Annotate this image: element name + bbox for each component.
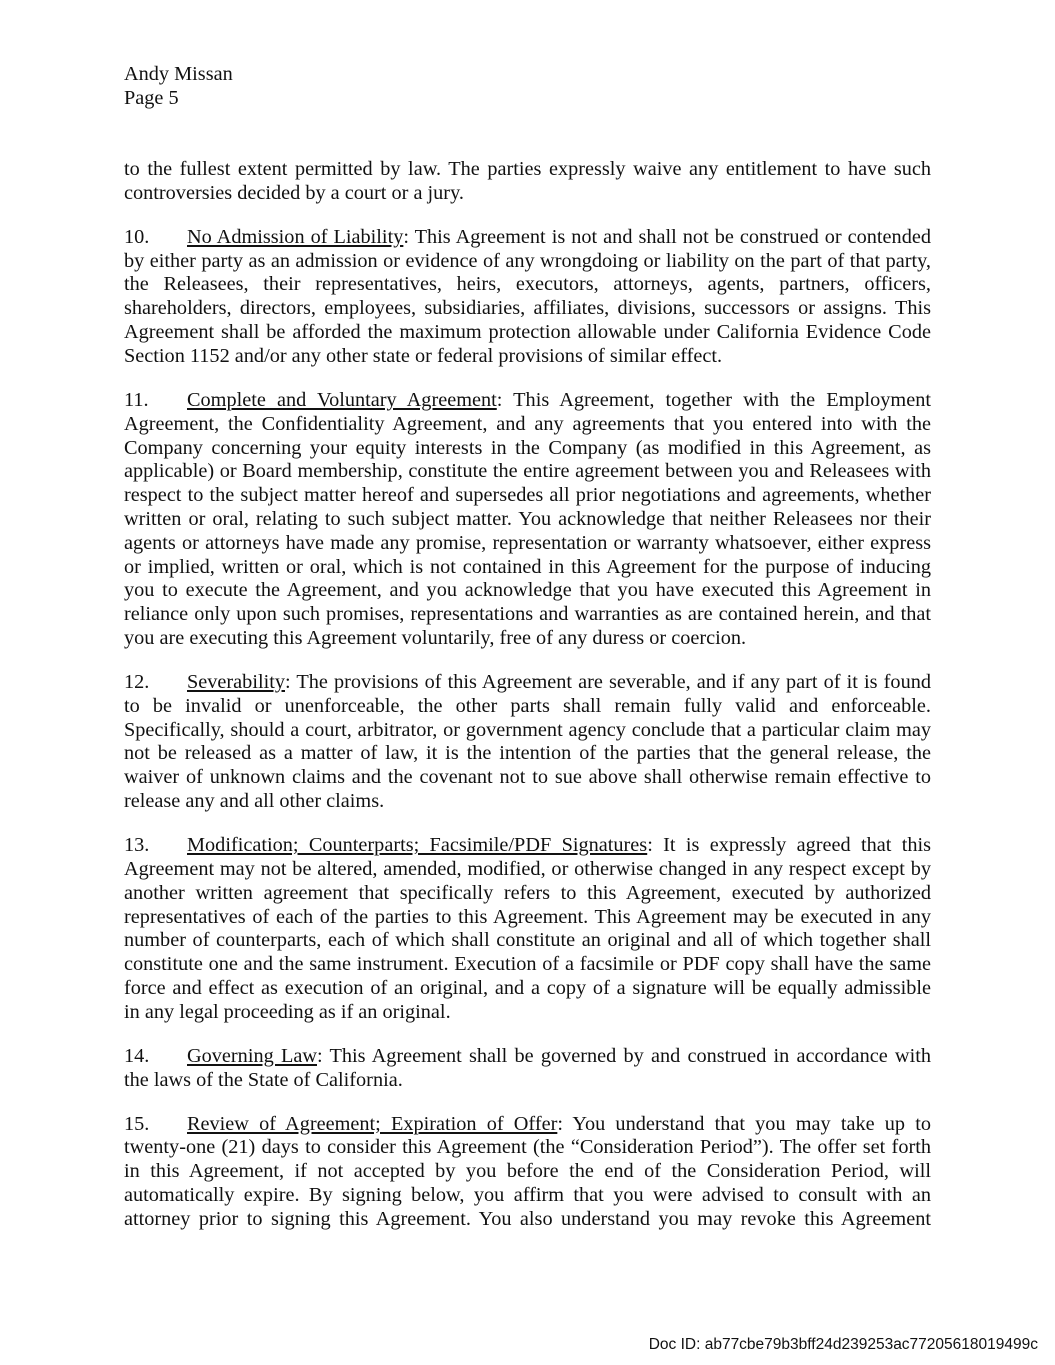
paragraph-line: waiver of unknown claims and the covenant not to sue above shall otherwise remain effective to (124, 766, 931, 789)
section-paragraph (124, 834, 931, 1024)
paragraph-line: you are executing this Agreement voluntarily, free of any duress or coercion. (124, 626, 747, 649)
paragraph-line: applicable) or Board membership, constitute the entire agreement between you and Releasees with (124, 460, 931, 483)
paragraph-line: or implied, written or oral, which is not contained in this Agreement for the purpose of inducing (124, 555, 931, 578)
paragraph-line: controversies decided by a court or a jury. (124, 181, 464, 204)
section-text: : This Agreement is not and shall not be construed or contended (403, 225, 931, 248)
section-number: 13. (124, 834, 150, 857)
paragraph-line: to be invalid or unenforceable, the other parts shall remain fully valid and enforceable. (124, 694, 931, 717)
section-paragraph (124, 671, 931, 814)
paragraph-line: constitute one and the same instrument. Execution of a facsimile or PDF copy shall have the same (124, 953, 931, 976)
paragraph-line: shareholders, directors, employees, subsidiaries, affiliates, divisions, successors or assigns. This (124, 297, 931, 320)
section-paragraph (124, 226, 931, 369)
paragraph-line: not be released as a matter of law, it is the intention of the parties that the general release, the (124, 742, 931, 765)
section-paragraph (124, 1113, 931, 1232)
paragraph-line: by either party as an admission or evidence of any wrongdoing or liability on the part of that party, (124, 249, 931, 272)
paragraph-line: attorney prior to signing this Agreement. You also understand you may revoke this Agreement (124, 1207, 931, 1230)
paragraph-line: twenty-one (21) days to consider this Agreement (the “Consideration Period”). The offer set forth (124, 1136, 931, 1159)
section-paragraph (124, 389, 931, 651)
section-number: 10. (124, 225, 150, 248)
recipient-name: Andy Missan (124, 63, 233, 85)
paragraph-line: written or oral, relating to such subject matter. You acknowledge that neither Releasees nor their (124, 507, 931, 530)
doc-id: Doc ID: ab77cbe79b3bff24d239253ac77205618019499c (648, 1336, 1038, 1353)
paragraph-line: reliance only upon such promises, representations and warranties as are contained herein, and that (124, 603, 931, 626)
paragraph-line (124, 1113, 931, 1137)
paragraph-line (124, 1045, 931, 1069)
paragraph-line: Agreement shall be afforded the maximum protection allowable under California Evidence Code (124, 321, 931, 344)
section-title: Complete and Voluntary Agreement (187, 388, 497, 411)
paragraph-line: Company concerning your equity interests in the Company (as modified in this Agreement, as (124, 436, 931, 459)
section-text: : You understand that you may take up to (557, 1112, 931, 1135)
section-text: : It is expressly agreed that this (647, 834, 931, 857)
section-title: No Admission of Liability (187, 225, 404, 248)
paragraph-line: in any legal proceeding as if an original. (124, 1000, 451, 1023)
section-title: Governing Law (187, 1044, 317, 1067)
paragraph-line: number of counterparts, each of which shall constitute an original and all of which together shall (124, 929, 931, 952)
section-text: : This Agreement shall be governed by and construed in accordance with (317, 1044, 931, 1067)
document-body (124, 158, 931, 1252)
section-title: Review of Agreement; Expiration of Offer (187, 1112, 558, 1135)
paragraph-line (124, 671, 931, 695)
paragraph-line: respect to the subject matter hereof and supersedes all prior negotiations and agreements, whether (124, 484, 931, 507)
paragraph-line: you to execute the Agreement, and you acknowledge that you have executed this Agreement in (124, 579, 931, 602)
page-number: Page 5 (124, 86, 179, 109)
section-text: : This Agreement, together with the Employment (496, 388, 931, 411)
section-paragraph (124, 1045, 931, 1093)
paragraph-line: the laws of the State of California. (124, 1068, 403, 1091)
paragraph-line: automatically expire. By signing below, you affirm that you were advised to consult with an (124, 1184, 931, 1207)
paragraph-line: in this Agreement, if not accepted by you before the end of the Consideration Period, will (124, 1160, 931, 1183)
section-title: Severability (187, 671, 285, 694)
paragraph-line (124, 389, 931, 413)
paragraph-line: force and effect as execution of an original, and a copy of a signature will be equally admissible (124, 976, 931, 999)
paragraph-line: agents or attorneys have made any promise, representation or warranty whatsoever, either express (124, 531, 931, 554)
section-number: 11. (124, 388, 149, 411)
paragraph-line: representatives of each of the parties to this Agreement. This Agreement may be executed in any (124, 905, 931, 928)
section-number: 12. (124, 671, 150, 694)
paragraph-line: Specifically, should a court, arbitrator, or government agency conclude that a particular claim may (124, 718, 931, 741)
paragraph-line (124, 834, 931, 858)
paragraph-line: another written agreement that specifically refers to this Agreement, executed by authorized (124, 881, 931, 904)
paragraph-line: the Releasees, their representatives, heirs, executors, attorneys, agents, partners, officers, (124, 273, 931, 296)
section-number: 15. (124, 1112, 150, 1135)
paragraph-line (124, 226, 931, 250)
section-number: 14. (124, 1044, 150, 1067)
section-title: Modification; Counterparts; Facsimile/PDF Signatures (187, 834, 648, 857)
letter-header (124, 63, 233, 111)
paragraph-line: Agreement, the Confidentiality Agreement, and any agreements that you entered into with the (124, 412, 931, 435)
paragraph-line: Section 1152 and/or any other state or federal provisions of similar effect. (124, 344, 723, 367)
section-text: : The provisions of this Agreement are severable, and if any part of it is found (285, 671, 931, 694)
paragraph-line: release any and all other claims. (124, 790, 385, 813)
paragraph-line: Agreement may not be altered, amended, modified, or otherwise changed in any respect except by (124, 857, 931, 880)
paragraph-line: to the fullest extent permitted by law. The parties expressly waive any entitlement to have such (124, 158, 931, 180)
continued-paragraph (124, 158, 931, 206)
